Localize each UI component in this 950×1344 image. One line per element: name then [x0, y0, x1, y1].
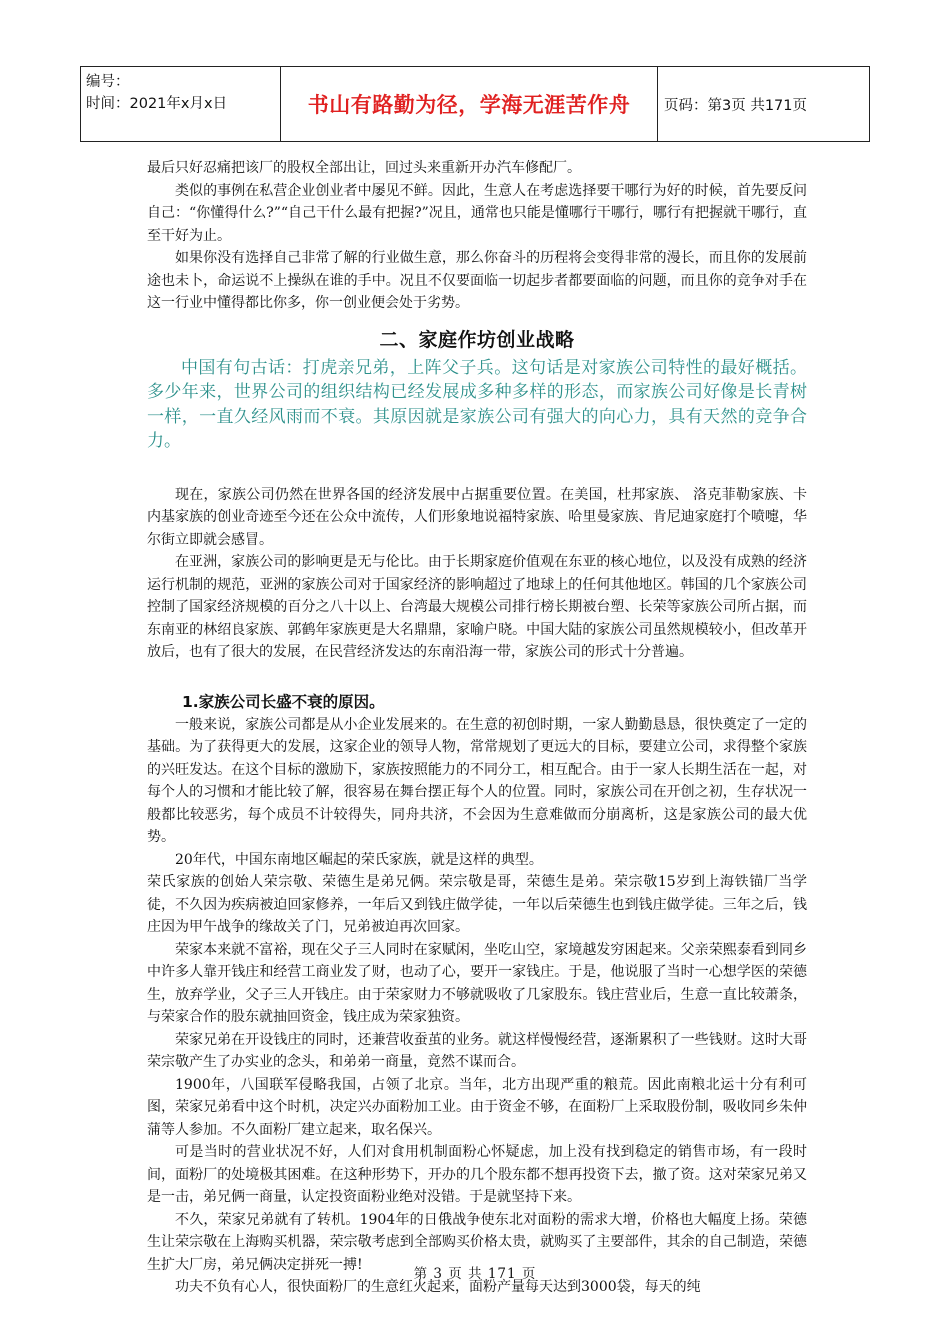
header-meta: [81, 67, 281, 141]
paragraph: 最后只好忍痛把该厂的股权全部出让，回过头来重新开办汽车修配厂。: [147, 160, 581, 176]
page-footer: 第 3 页 共 171 页: [413, 1266, 537, 1282]
number-label: 编号：: [86, 74, 130, 90]
section-title: 二、家庭作坊创业战略: [379, 328, 575, 351]
paragraph: 1900年，八国联军侵略我国，占领了北京。当年，北方出现严重的粮荒。因此南粮北运十分有利可图，荣家兄弟看中这个时机，决定兴办面粉加工业。由于资金不够，在面粉厂上采取股份制，吸收同乡朱仲蒲等人参加。不久面粉厂建立起来，取名保兴。: [147, 1076, 807, 1138]
header-table: [80, 66, 870, 142]
paragraph: 荣家本来就不富裕，现在父子三人同时在家赋闲，坐吃山空，家境越发穷困起来。父亲荣熙泰看到同乡中许多人靠开钱庄和经营工商业发了财，也动了心，要开一家钱庄。于是，他说服了当时一心想学医的荣德生，放弃学业，父子三人开钱庄。由于荣家财力不够就吸收了几家股东。钱庄营业后，生意一直比较萧条，与荣家合作的股东就抽回资金，钱庄成为荣家独资。: [147, 941, 807, 1025]
paragraph: 荣家兄弟在开设钱庄的同时，还兼营收蚕茧的业务。就这样慢慢经营，逐渐累积了一些钱财。这时大哥荣宗敬产生了办实业的念头，和弟弟一商量，竟然不谋而合。: [147, 1031, 807, 1070]
document-body: [147, 157, 807, 1299]
header-page-info: 页码：第3页 共171页: [664, 97, 808, 114]
highlight-quote: 中国有句古话：打虎亲兄弟，上阵父子兵。这句话是对家族公司特性的最好概括。多少年来，世界公司的组织结构已经发展成多种多样的形态，而家族公司好像是长青树一样，一直久经风雨而不衰。其原因就是家族公司有强大的向心力，具有天然的竞争合力。: [147, 357, 807, 451]
paragraph: 不久，荣家兄弟就有了转机。1904年的日俄战争使东北对面粉的需求大增，价格也大幅度上扬。荣德生让荣宗敬在上海购买机器，荣宗敬考虑到全部购买价格太贵，就购买了主要部件，其余的自己制造，荣德生扩大厂房，弟兄俩决定拼死一搏!: [147, 1211, 807, 1273]
subsection-title: 1.家族公司长盛不衰的原因。: [182, 692, 385, 711]
paragraph: 在亚洲，家族公司的影响更是无与伦比。由于长期家庭价值观在东亚的核心地位，以及没有成熟的经济运行机制的规范，亚洲的家族公司对于国家经济的影响超过了地球上的任何其他地区。韩国的几个家族公司控制了国家经济规模的百分之八十以上、台湾最大规模公司排行榜长期被台塑、长荣等家族公司所占据，而东南亚的林绍良家族、郭鹤年家族更是大名鼎鼎，家喻户晓。中国大陆的家族公司虽然规模较小，但改革开放后，也有了很大的发展，在民营经济发达的东南沿海一带，家族公司的形式十分普遍。: [147, 554, 807, 660]
paragraph: 现在，家族公司仍然在世界各国的经济发展中占据重要位置。在美国，杜邦家族、 洛克菲勒家族、卡内基家族的创业奇迹至今还在公众中流传，人们形象地说福特家族、哈里曼家族、肯尼迪家庭打个喷嚏，华尔街立即就会感冒。: [147, 486, 807, 548]
paragraph: 如果你没有选择自己非常了解的行业做生意，那么你奋斗的历程将会变得非常的漫长，而且你的发展前途也未卜，命运说不上操纵在谁的手中。况且不仅要面临一切起步者都要面临的问题，而且你的竞争对手在这一行业中懂得都比你多，你一创业便会处于劣势。: [147, 250, 807, 311]
paragraph: 可是当时的营业状况不好，人们对食用机制面粉心怀疑虑，加上没有找到稳定的销售市场，有一段时间，面粉厂的处境极其困难。在这种形势下，开办的几个股东都不想再投资下去，撤了资。这对荣家兄弟又是一击，弟兄俩一商量，认定投资面粉业绝对没错。于是就坚持下来。: [147, 1144, 807, 1205]
paragraph: 一般来说，家族公司都是从小企业发展来的。在生意的初创时期，一家人勤勤恳恳，很快奠定了一定的基础。为了获得更大的发展，这家企业的领导人物，常常规划了更远大的目标，要建立公司，求得整个家族的兴旺发达。在这个目标的激励下，家族按照能力的不同分工，相互配合。由于一家人长期生活在一起，对每个人的习惯和才能比较了解，很容易在舞台摆正每个人的位置。同时，家族公司在开创之初，生存状况一般都比较恶劣，每个成员不计较得失，同舟共济，不会因为生意难做而分崩离析，这是家族公司的最大优势。: [147, 716, 807, 845]
date-label: 时间：2021年x月x日: [86, 96, 228, 112]
paragraph: 20年代，中国东南地区崛起的荣氏家族，就是这样的典型。: [175, 851, 543, 868]
paragraph: 类似的事例在私营企业创业者中屡见不鲜。因此，生意人在考虑选择要干哪行为好的时候，首先要反问自己：“你懂得什么?”“自己干什么最有把握?”况且，通常也只能是懂哪行干哪行，哪行有把握就干哪行，直至干好为止。: [147, 182, 807, 244]
header-motto: 书山有路勤为径，学海无涯苦作舟: [281, 67, 658, 141]
paragraph: 功夫不负有心人，很快面粉厂的生意红火起来，面粉产量每天达到3000袋，每天的纯: [175, 1279, 701, 1295]
paragraph: 荣氏家族的创始人荣宗敬、荣德生是弟兄俩。荣宗敬是哥，荣德生是弟。荣宗敬15岁到上海铁锚厂当学徒，不久因为疾病被迫回家修养，一年后又到钱庄做学徒，一年以后荣德生也到钱庄做学徒。三年之后，钱庄因为甲午战争的缘故关了门，兄弟被迫再次回家。: [147, 874, 807, 935]
